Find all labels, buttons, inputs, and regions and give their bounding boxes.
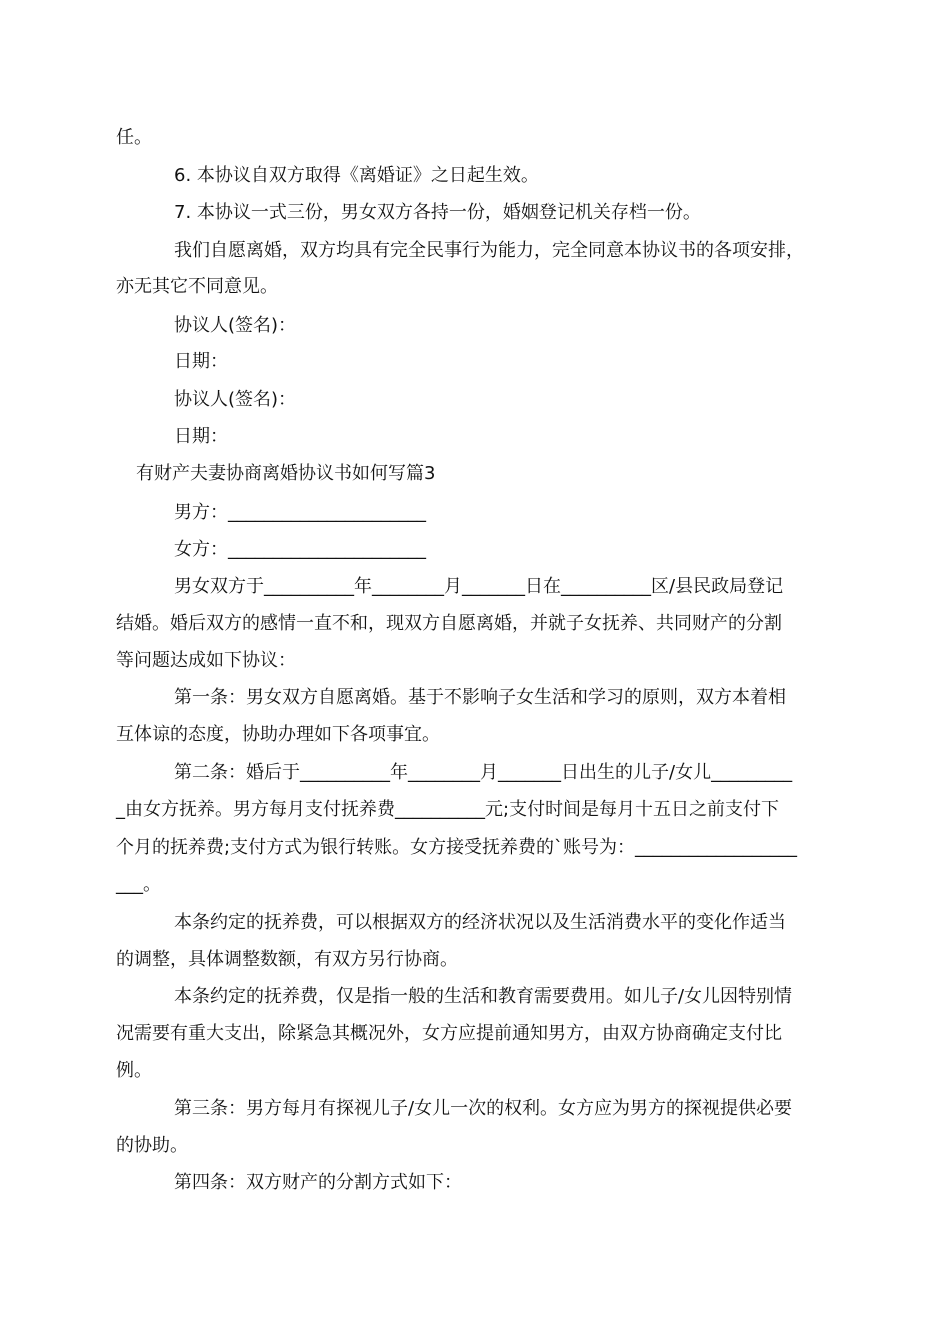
text-line: 女方：______________________: [174, 539, 426, 560]
section-heading: 有财产夫妻协商离婚协议书如何写篇3: [136, 463, 436, 484]
text-line: _由女方抚养。男方每月支付抚养费__________元;支付时间是每月十五日之前支付下: [116, 799, 780, 820]
text-line: 结婚。婚后双方的感情一直不和，现双方自愿离婚，并就子女抚养、共同财产的分割: [116, 613, 782, 634]
text-line: 7. 本协议一式三份，男女双方各持一份，婚姻登记机关存档一份。: [174, 202, 701, 223]
text-line: 我们自愿离婚，双方均具有完全民事行为能力，完全同意本协议书的各项安排，: [174, 240, 804, 261]
text-line: 日期：: [174, 351, 228, 372]
text-line: 第三条：男方每月有探视儿子/女儿一次的权利。女方应为男方的探视提供必要: [174, 1098, 793, 1119]
text-line: 等问题达成如下协议：: [116, 650, 296, 671]
text-line: 本条约定的抚养费，仅是指一般的生活和教育需要费用。如儿子/女儿因特别情: [174, 986, 793, 1007]
text-line: 任。: [116, 127, 152, 148]
text-line: 互体谅的态度，协助办理如下各项事宜。: [116, 724, 440, 745]
text-line: 第四条：双方财产的分割方式如下：: [174, 1172, 462, 1193]
text-line: 本条约定的抚养费，可以根据双方的经济状况以及生活消费水平的变化作适当: [174, 912, 786, 933]
text-line: 男方：______________________: [174, 502, 426, 523]
text-line: 协议人(签名)：: [174, 315, 297, 336]
text-line: 第一条：男女双方自愿离婚。基于不影响子女生活和学习的原则，双方本着相: [174, 687, 786, 708]
text-line: 亦无其它不同意见。: [116, 276, 278, 297]
text-line: 第二条：婚后于__________年________月_______日出生的儿子/女儿_________: [174, 762, 793, 783]
text-line: 男女双方于__________年________月_______日在__________区/县民政局登记: [174, 576, 784, 597]
text-line: 个月的抚养费;支付方式为银行转账。女方接受抚养费的`账号为：__________________: [116, 837, 798, 858]
text-line: 的调整，具体调整数额，有双方另行协商。: [116, 949, 458, 970]
text-line: 的协助。: [116, 1135, 188, 1156]
text-line: 况需要有重大支出，除紧急其概况外，女方应提前通知男方，由双方协商确定支付比: [116, 1023, 782, 1044]
text-line: 例。: [116, 1060, 152, 1081]
text-line: 6. 本协议自双方取得《离婚证》之日起生效。: [174, 165, 539, 186]
text-line: 协议人(签名)：: [174, 389, 297, 410]
text-line: 日期：: [174, 426, 228, 447]
text-line: ___。: [116, 874, 161, 895]
